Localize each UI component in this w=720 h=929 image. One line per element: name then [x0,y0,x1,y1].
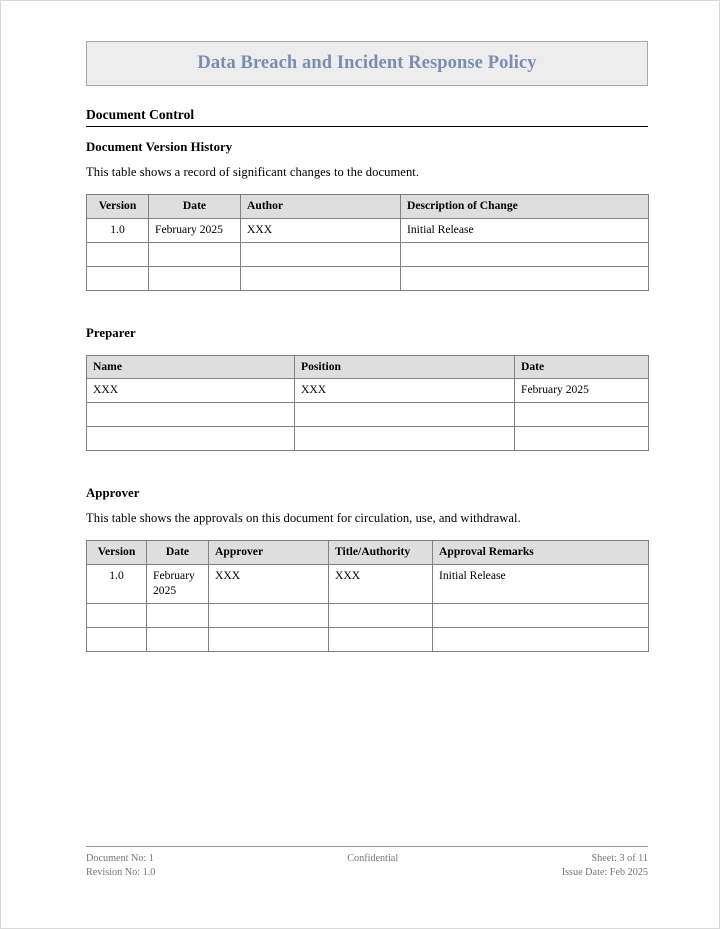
footer-line-2 [86,866,648,880]
subheading-approver: Approver [86,486,140,501]
table-cell: February 2025 [515,379,649,403]
document-body [86,41,648,652]
document-title-banner [86,41,648,86]
table-cell: 1.0 [87,565,147,604]
column-header: Approval Remarks [433,541,649,565]
table-row [87,242,649,266]
table-cell [241,242,401,266]
table-cell [87,603,147,627]
table-cell: February 2025 [149,218,241,242]
table-cell: XXX [209,565,329,604]
table-row [87,627,649,651]
table-cell: February 2025 [147,565,209,604]
footer-issue-date: Issue Date: Feb 2025 [561,867,648,879]
table-row [87,403,649,427]
spacer [86,451,648,473]
section-heading-document-control: Document Control [86,107,648,127]
table-cell [209,627,329,651]
table-cell: XXX [241,218,401,242]
table-approver [86,540,649,651]
table-cell: XXX [87,379,295,403]
table-cell [295,427,515,451]
footer-sheet-number: Sheet: 3 of 11 [591,853,648,864]
table-cell [147,627,209,651]
table-cell [295,403,515,427]
table-cell [433,627,649,651]
spacer [86,291,648,313]
table-header-row [87,355,649,379]
table-cell: 1.0 [87,218,149,242]
footer-revision-no: Revision No: 1.0 [86,867,156,879]
table-cell [401,242,649,266]
table-row [87,266,649,290]
table-row [87,218,649,242]
subheading-version-history: Document Version History [86,140,233,154]
table-row [87,565,649,604]
table-cell [241,266,401,290]
table-cell [515,403,649,427]
column-header: Position [295,355,515,379]
table-cell [329,627,433,651]
footer-confidential: Confidential [347,853,399,864]
column-header: Version [87,195,149,219]
table-version-history [86,194,649,291]
column-header: Approver [209,541,329,565]
page-title: Data Breach and Incident Response Policy [197,53,537,73]
table-cell [87,242,149,266]
column-header: Author [241,195,401,219]
paragraph-version-history-intro: This table shows a record of significant changes to the document. [86,165,420,179]
table-cell: XXX [295,379,515,403]
subheading-preparer: Preparer [86,325,136,340]
table-cell [87,427,295,451]
column-header: Version [87,541,147,565]
table-cell: Initial Release [401,218,649,242]
footer-line-1 [86,852,648,866]
column-header: Date [149,195,241,219]
table-header-row [87,195,649,219]
table-cell [401,266,649,290]
table-header-row [87,541,649,565]
table-preparer [86,355,649,452]
table-cell [87,627,147,651]
table-row [87,603,649,627]
column-header: Description of Change [401,195,649,219]
table-cell [149,266,241,290]
column-header: Name [87,355,295,379]
table-row [87,379,649,403]
table-cell [87,403,295,427]
table-cell [515,427,649,451]
table-cell [147,603,209,627]
table-cell [209,603,329,627]
column-header: Date [147,541,209,565]
footer-document-no: Document No: 1 [86,853,154,864]
table-cell [329,603,433,627]
page-footer [86,846,648,881]
table-cell [87,266,149,290]
column-header: Date [515,355,649,379]
table-cell [433,603,649,627]
table-cell [149,242,241,266]
table-cell: Initial Release [433,565,649,604]
table-row [87,427,649,451]
paragraph-approver-intro: This table shows the approvals on this document for circulation, use, and withdrawal. [86,511,521,526]
table-cell: XXX [329,565,433,604]
column-header: Title/Authority [329,541,433,565]
